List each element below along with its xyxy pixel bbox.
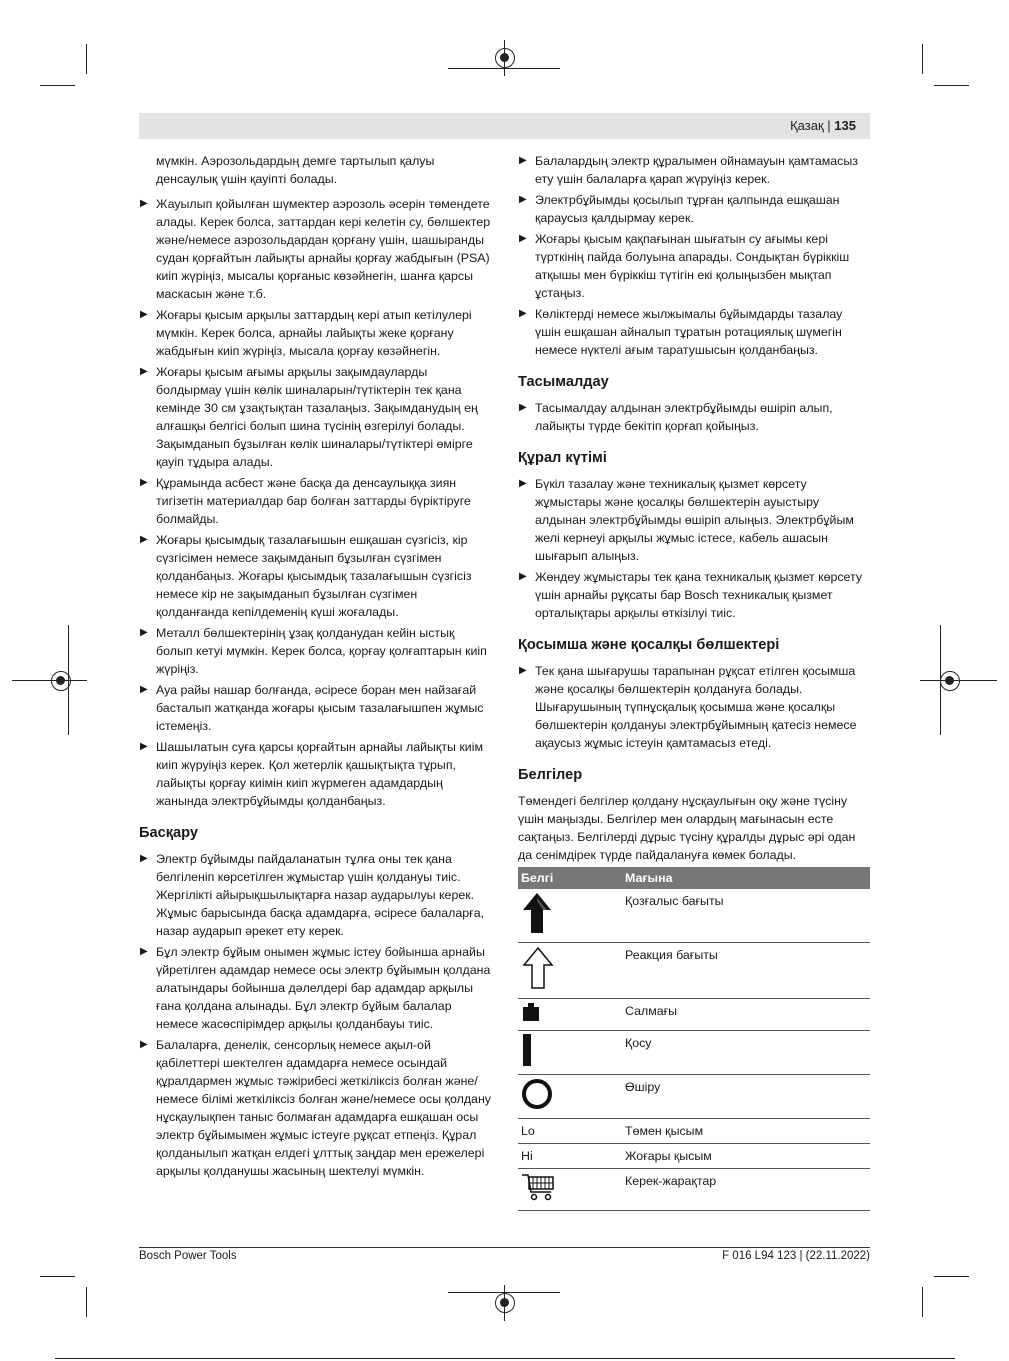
crop-mark [86, 1287, 87, 1317]
footer-document-id: F 016 L94 123 | (22.11.2022) [722, 1250, 870, 1262]
table-row [518, 889, 870, 943]
symbol-cell: Hi [518, 1144, 622, 1169]
section-title-symbols: Белгілер [518, 767, 583, 783]
section-title-accessories: Қосымша және қосалқы бөлшектері [518, 637, 780, 653]
care-bullet-list [518, 475, 870, 622]
bullet-triangle-icon: ▶ [140, 1039, 148, 1050]
registration-mark-icon [51, 671, 71, 691]
header-separator: | [827, 118, 831, 133]
header-language: Қазақ [790, 118, 824, 133]
bullet-triangle-icon: ▶ [140, 627, 148, 638]
table-row [518, 1169, 870, 1211]
crop-mark [55, 1358, 955, 1359]
section-title-care: Құрал күтімі [518, 450, 607, 466]
table-row [518, 1144, 870, 1169]
bullet-triangle-icon: ▶ [140, 684, 148, 695]
table-row [518, 1031, 870, 1075]
list-item: ▶ Шашылатын суға қарсы қорғайтын арнайы лайықты киім киіп жүруіңіз керек. Қол жетерлік қашықтықта тұрып, лайықты қорғау киімін киіп жүрмеген адамдардың жанында электрбұйымды қолданбаңыз. [140, 740, 483, 808]
right-column [518, 152, 870, 1211]
meaning-cell: Салмағы [622, 999, 870, 1031]
crop-mark [934, 85, 969, 86]
symbols-intro: Төмендегі белгілер қолдану нұсқаулығын оқу және түсіну үшін маңызды. Белгілер мен олардың мағынасын есте сақтаңыз. Белгілерді дұрыс түсіну құралды дұрыс әрі одан да сенімдірек түрде пайдалануға көмек болады. [518, 794, 856, 862]
registration-mark-icon [940, 671, 960, 691]
accessories-bullet-list [518, 662, 870, 752]
list-item: ▶ Металл бөлшектерінің ұзақ қолданудан кейін ыстық болып кетуі мүмкін. Керек болса, қорғау қолғаптарын киіп жүріңіз. [140, 626, 487, 676]
crop-mark [40, 1276, 75, 1277]
meaning-cell: Реакция бағыты [622, 943, 870, 999]
bullet-triangle-icon: ▶ [140, 741, 148, 752]
list-item: ▶ Жөндеу жұмыстары тек қана техникалық қызмет көрсету үшін арнайы рұқсаты бар Bosch техникалық қызмет орталықтары арқылы өткізілуі тиіс. [519, 570, 863, 620]
list-item: ▶ Ауа райы нашар болғанда, әсіресе боран мен найзағай басталып жатқанда жоғары қысым тазалағышпен жұмыс істемеңіз. [140, 683, 484, 733]
left-column [139, 152, 491, 1183]
bullet-triangle-icon: ▶ [140, 198, 148, 209]
crop-mark [86, 44, 87, 74]
list-item: ▶ Бұл электр бұйым онымен жұмыс істеу бойынша арнайы үйретілген адамдар немесе осы электр бұйымын қолдана алатындары бойынша дәлелдері бар адамдар арқылы ғана қолдана алынады. Бұл электр бұйым балалар немесе жасөспірімдер арқылы қолданбауы тиіс. [140, 945, 491, 1031]
table-row [518, 1075, 870, 1119]
table-row [518, 999, 870, 1031]
header-meaning: Мағына [622, 867, 870, 889]
meaning-cell: Жоғары қысым [622, 1144, 870, 1169]
page-header [139, 113, 870, 139]
registration-mark-icon [495, 48, 515, 68]
list-item: ▶ Тек қана шығарушы тарапынан рұқсат етілген қосымша және қосалқы бөлшектерін қолдануға болады. Шығарушының түпнұсқалық қосымша және қосалқы бөлшектерін қолдануы электрбұйымның қатесіз немесе ақаусыз жұмыс істеуін қамтамасыз етеді. [519, 664, 857, 750]
meaning-cell: Төмен қысым [622, 1119, 870, 1144]
movement-direction-arrow-icon [521, 892, 553, 934]
power-off-icon [521, 1078, 555, 1110]
accessories-cart-icon [521, 1172, 557, 1202]
bullet-triangle-icon: ▶ [140, 853, 148, 864]
registration-mark-icon [495, 1293, 515, 1313]
bullet-triangle-icon: ▶ [519, 665, 527, 676]
list-item: ▶ Құрамында асбест және басқа да денсаулыққа зиян тигізетін материалдар бар болған заттарды бүріктіруге болмайды. [140, 476, 471, 526]
header-label [790, 118, 856, 133]
crop-mark [12, 680, 87, 681]
crop-mark [922, 44, 923, 74]
crop-mark [40, 85, 75, 86]
bullet-triangle-icon: ▶ [140, 534, 148, 545]
crop-mark [922, 1287, 923, 1317]
transport-bullet-list [518, 399, 870, 435]
symbol-cell: Lo [518, 1119, 622, 1144]
weight-icon [521, 1002, 541, 1022]
meaning-cell: Қозғалыс бағыты [622, 889, 870, 943]
bullet-triangle-icon: ▶ [519, 233, 527, 244]
list-item: ▶ Электрбұйымды қосылып тұрған қалпында ешқашан қараусыз қалдырмау керек. [519, 193, 840, 225]
bullet-triangle-icon: ▶ [519, 155, 527, 166]
list-item: ▶ Көліктерді немесе жылжымалы бұйымдарды тазалау үшін ешқашан айналып тұратын ротациялық шүмегін немесе нүктелі ағым таратушысын қолданбаңыз. [519, 307, 843, 357]
operation-bullet-list [139, 850, 491, 1180]
header-symbol: Белгі [518, 867, 622, 889]
bullet-triangle-icon: ▶ [140, 477, 148, 488]
bullet-triangle-icon: ▶ [140, 366, 148, 377]
top-bullet-list [518, 152, 870, 359]
list-item: ▶ Жоғары қысым қақпағынан шығатын су ағымы кері түрткінің пайда болуына апарады. Сондықтан бүріккіш атқышы мен бүріккіш түтігін екі қолыңызбен мықтап ұстаңыз. [519, 232, 850, 300]
table-row [518, 943, 870, 999]
safety-bullet-list [139, 195, 491, 810]
symbols-table [518, 867, 870, 1211]
list-item: ▶ Жауылып қойылған шүмектер аэрозоль әсерін төмендете алады. Керек болса, заттардан кері келетін су, бөлшектер және/немесе аэрозольдардан қорғану үшін, шашыранды судан қорғайтын лайықты арнайы қорғау жабдығын (PSA) киіп жүріңіз, мысалы қорғаныс көзәйнегін, шанға қарсы маскасын және т.б. [140, 197, 491, 301]
bullet-triangle-icon: ▶ [140, 946, 148, 957]
bullet-triangle-icon: ▶ [519, 478, 527, 489]
list-item: ▶ Жоғары қысым ағымы арқылы зақымдауларды болдырмау үшін көлік шиналарын/түтіктерін тек қана кемінде 30 см ұзақтықтан тазалаңыз. Зақымданудың ең алғашқы белгісі болып шина түсінің өзгерілуі болады. Зақымданып бұзылған көлік шиналары/түтіктері өмірге қауіп тұдыра алады. [140, 365, 478, 469]
bullet-triangle-icon: ▶ [519, 194, 527, 205]
list-item: ▶ Жоғары қысымдық тазалағышын ешқашан сүзгісіз, кір сүзгісімен немесе зақымданып бұзылған сүзгімен қолданбаңыз. Жоғары қысымдық тазалағышын сүзгісіз немесе кір не зақымданып бұзылған сүзгімен қолданғанда кепілдеменің күші жоғалады. [140, 533, 472, 619]
footer-divider [139, 1247, 870, 1248]
meaning-cell: Қосу [622, 1031, 870, 1075]
bullet-triangle-icon: ▶ [519, 402, 527, 413]
bullet-triangle-icon: ▶ [519, 308, 527, 319]
list-item: ▶ Жоғары қысым арқылы заттардың кері атып кетілулері мүмкін. Керек болса, арнайы лайықты жеке қорғану жабдығын киіп жүріңіз, мысала қорғау көзәйнегін. [140, 308, 472, 358]
intro-continuation: мүмкін. Аэрозольдардың демге тартылып қалуы денсаулық үшін қауіпті болады. [156, 154, 435, 186]
list-item: ▶ Тасымалдау алдынан электрбұйымды өшіріп алып, лайықты түрде бекітіп қорғап қойыңыз. [519, 401, 833, 433]
list-item: ▶ Балаларға, денелік, сенсорлық немесе ақыл-ой қабілеттері шектелген адамдарға немесе осындай құралдармен жұмыс тәжірибесі жеткіліксіз болған және/немесе білімі жеткіліксіз болған және/немесе осы қолдану нұсқаулықпен таныс болмаған адамдарға ешқашан осы электр бұйымымен жұмыс істеуге рұқсат етпеңіз. Құрал қолданылып жатқан елдегі ұлттық заңдар мен ережелері арқылы қолданушы жасының шектелуі мүмкін. [140, 1038, 491, 1178]
list-item: ▶ Балалардың электр құралымен ойнамауын қамтамасыз ету үшін балаларға қарап жүруіңіз керек. [519, 154, 858, 186]
crop-mark [934, 1276, 969, 1277]
reaction-direction-arrow-icon [521, 946, 555, 990]
bullet-triangle-icon: ▶ [140, 309, 148, 320]
table-row [518, 1119, 870, 1144]
list-item: ▶ Электр бұйымды пайдаланатын тұлға оны тек қана белгіленіп көрсетілген жұмыстар үшін қолдануы тиіс. Жергілікті айырықшылықтарға назар аударылуы керек. Жұмыс барысында басқа адамдарға, әсіресе балаларға, назар аударып әрекет ету керек. [140, 852, 485, 938]
power-on-icon [521, 1034, 535, 1066]
section-title-operation: Басқару [139, 825, 198, 841]
table-header-row [518, 867, 870, 889]
meaning-cell: Өшіру [622, 1075, 870, 1119]
page-number: 135 [834, 118, 856, 133]
bullet-triangle-icon: ▶ [519, 571, 527, 582]
footer-brand: Bosch Power Tools [139, 1250, 237, 1262]
list-item: ▶ Бүкіл тазалау және техникалық қызмет көрсету жұмыстары және қосалқы бөлшектерін ауыстыру алдынан электрбұйымды өшіріп алыңыз. Электрбұйым желі кернеуі арқылы жұмыс істесе, кабель ашасын шығарып алыңыз. [519, 477, 854, 563]
section-title-transport: Тасымалдау [518, 374, 609, 390]
meaning-cell: Керек-жарақтар [622, 1169, 870, 1211]
